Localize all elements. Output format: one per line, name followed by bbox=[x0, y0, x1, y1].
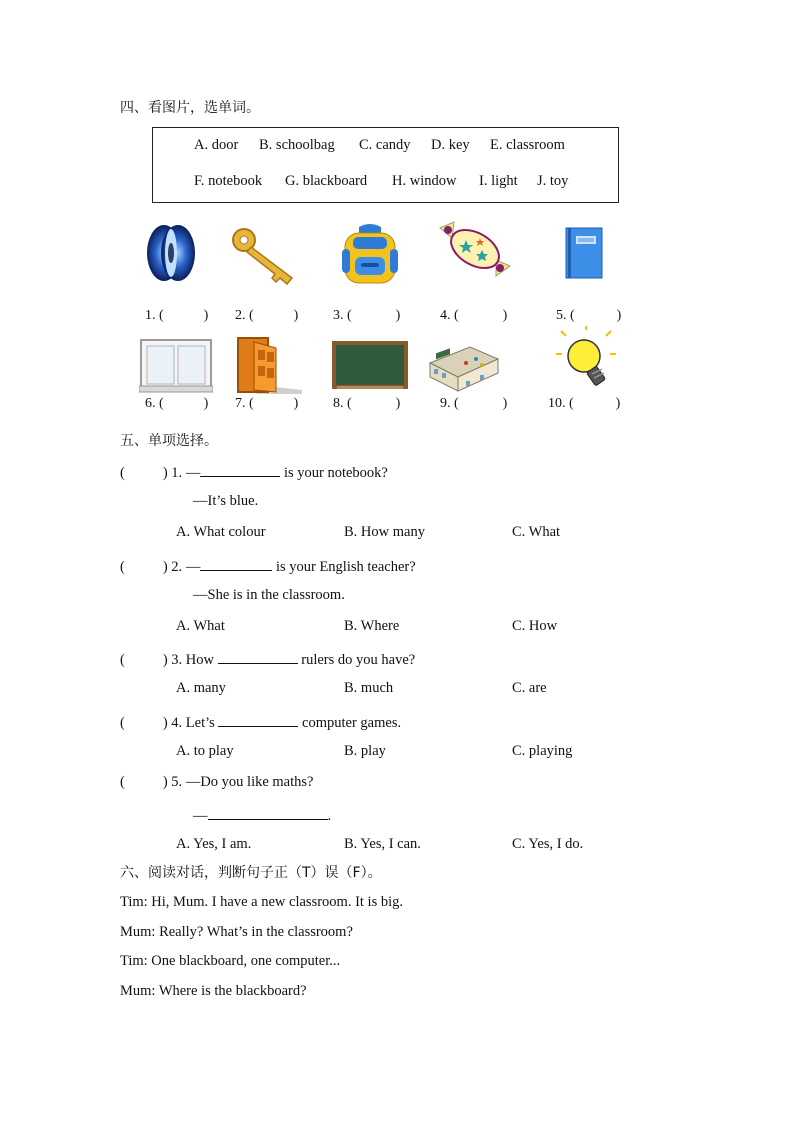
fill-blank[interactable] bbox=[200, 556, 272, 571]
option-b[interactable]: B. How many bbox=[344, 524, 425, 540]
word-option: C. candy bbox=[359, 137, 411, 153]
answer-label-1: 1. ( ) bbox=[145, 308, 209, 323]
key-icon bbox=[230, 226, 300, 286]
option-b[interactable]: B. Where bbox=[344, 618, 400, 634]
word-option: E. classroom bbox=[490, 137, 565, 153]
answer-label-4: 4. ( ) bbox=[440, 308, 508, 323]
word-option: D. key bbox=[431, 137, 470, 153]
question-5-reply: — . bbox=[193, 805, 331, 825]
word-option: H. window bbox=[392, 173, 457, 189]
notebook-icon bbox=[564, 226, 604, 280]
question-5: ( ) 5. —Do you like maths? bbox=[120, 774, 314, 790]
option-a[interactable]: A. Yes, I am. bbox=[176, 836, 252, 852]
section-4-title: 四、看图片，选单词。 bbox=[120, 100, 260, 116]
dialogue-line: Tim: One blackboard, one computer... bbox=[120, 953, 341, 969]
question-3: ( ) 3. How rulers do you have? bbox=[120, 649, 415, 669]
section-6-title: 六、阅读对话，判断句子正（T）误（F）。 bbox=[120, 865, 382, 881]
option-a[interactable]: A. many bbox=[176, 680, 226, 696]
answer-label-3: 3. ( ) bbox=[333, 308, 401, 323]
fill-blank[interactable] bbox=[208, 805, 328, 820]
option-a[interactable]: A. What bbox=[176, 618, 225, 634]
word-bank-box bbox=[152, 127, 619, 203]
answer-label-7: 7. ( ) bbox=[235, 396, 299, 411]
word-option: A. door bbox=[194, 137, 239, 153]
answer-label-9: 9. ( ) bbox=[440, 396, 508, 411]
option-c[interactable]: C. playing bbox=[512, 743, 573, 759]
question-2-reply: —She is in the classroom. bbox=[193, 587, 345, 603]
option-b[interactable]: B. much bbox=[344, 680, 394, 696]
word-option: I. light bbox=[479, 173, 518, 189]
option-c[interactable]: C. What bbox=[512, 524, 561, 540]
option-b[interactable]: B. play bbox=[344, 743, 386, 759]
option-b[interactable]: B. Yes, I can. bbox=[344, 836, 421, 852]
option-a[interactable]: A. to play bbox=[176, 743, 234, 759]
question-1-reply: —It’s blue. bbox=[193, 493, 259, 509]
option-a[interactable]: A. What colour bbox=[176, 524, 266, 540]
light-bulb-icon bbox=[556, 326, 616, 392]
yoyo-icon bbox=[140, 222, 202, 284]
dialogue-line: Tim: Hi, Mum. I have a new classroom. It is big. bbox=[120, 894, 403, 910]
word-option: F. notebook bbox=[194, 173, 263, 189]
door-icon bbox=[236, 336, 304, 396]
blackboard-icon bbox=[331, 340, 409, 392]
option-c[interactable]: C. How bbox=[512, 618, 558, 634]
fill-blank[interactable] bbox=[200, 462, 280, 477]
answer-paren-open: ( bbox=[120, 465, 125, 481]
word-option: B. schoolbag bbox=[259, 137, 335, 153]
question-1: ( ) 1. — is your notebook? bbox=[120, 462, 388, 482]
answer-label-8: 8. ( ) bbox=[333, 396, 401, 411]
fill-blank[interactable] bbox=[218, 649, 298, 664]
word-option: J. toy bbox=[537, 173, 569, 189]
answer-label-6: 6. ( ) bbox=[145, 396, 209, 411]
dialogue-line: Mum: Really? What’s in the classroom? bbox=[120, 924, 353, 940]
answer-label-2: 2. ( ) bbox=[235, 308, 299, 323]
word-option: G. blackboard bbox=[285, 173, 368, 189]
window-icon bbox=[139, 338, 213, 394]
classroom-icon bbox=[426, 341, 500, 393]
answer-label-10: 10. ( ) bbox=[548, 396, 621, 411]
section-5-title: 五、单项选择。 bbox=[120, 433, 218, 449]
question-2: ( ) 2. — is your English teacher? bbox=[120, 556, 416, 576]
dialogue-line: Mum: Where is the blackboard? bbox=[120, 983, 307, 999]
schoolbag-icon bbox=[339, 223, 401, 289]
option-c[interactable]: C. are bbox=[512, 680, 547, 696]
answer-label-5: 5. ( ) bbox=[556, 308, 622, 323]
option-c[interactable]: C. Yes, I do. bbox=[512, 836, 584, 852]
question-4: ( ) 4. Let’s computer games. bbox=[120, 712, 401, 732]
fill-blank[interactable] bbox=[218, 712, 298, 727]
candy-icon bbox=[436, 218, 514, 280]
